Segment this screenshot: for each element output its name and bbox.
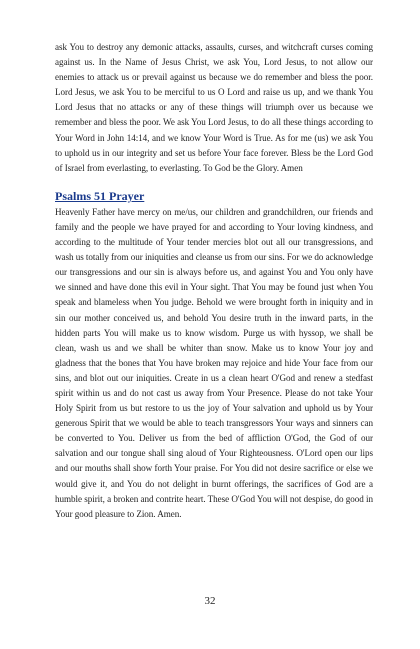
paragraph-continuation: ask You to destroy any demonic attacks, assaults, curses, and witchcraft curses coming against us. In the Name of Jesus Christ, we ask You, Lord Jesus, to not allow our enemies to attack us or prevail against us because we do remember and bless the poor. Lord Jesus, we ask You to be merciful to us O Lord and raise us up, and we thank You Lord Jesus that no attacks or any of these things will triumph over us because we remember and bless the poor. We ask You Lord Jesus, to do all these things according to Your Word in John 14:14, and we know Your Word is True. As for me (us) we ask You to uphold us in our integrity and set us before Your face forever. Bless be the Lord God of Israel from everlasting, to everlasting. To God be the Glory. Amen — [55, 42, 373, 173]
page-number: 32 — [204, 595, 216, 607]
document-page — [55, 40, 373, 522]
section-heading: Psalms 51 Prayer — [55, 188, 145, 203]
paragraph-psalm-prayer: Heavenly Father have mercy on me/us, our children and grandchildren, our friends and family and the people we have prayed for and according to Your loving kindness, and according to the multitude of Your tender mercies blot out all our transgressions, and wash us totally from our iniquities and cleanse us from our sins. For we do acknowledge our transgressions and our sin is always before us, and against You and You only have we sinned and have done this evil in Your sight. That You may be found just when You speak and blameless when You judge. Behold we were brought forth in iniquity and in sin our mother conceived us, and behold You desire truth in the inward parts, in the hidden parts You will make us to know wisdom. Purge us with hyssop, we shall be clean, wash us and we shall be whiter than snow. Make us to know Your joy and gladness that the bones that You have broken may rejoice and hide Your face from our sins, and blot out our iniquities. Create in us a clean heart O'God and renew a stedfast spirit within us and do not cast us away from Your Presence. Please do not take Your Holy Spirit from us but restore to us the joy of Your salvation and uphold us by Your generous Spirit that we would be able to teach transgressors Your ways and sinners can be converted to You. Deliver us from the bed of affliction O'God, the God of our salvation and our tongue shall sing aloud of Your Righteousness. O'Lord open our lips and our mouths shall show forth Your praise. For You did not desire sacrifice or else we would give it, and You do not delight in burnt offerings, the sacrifices of God are a humble spirit, a broken and contrite heart. These O'God You will not despise, do good in Your good pleasure to Zion. Amen. — [55, 206, 373, 519]
